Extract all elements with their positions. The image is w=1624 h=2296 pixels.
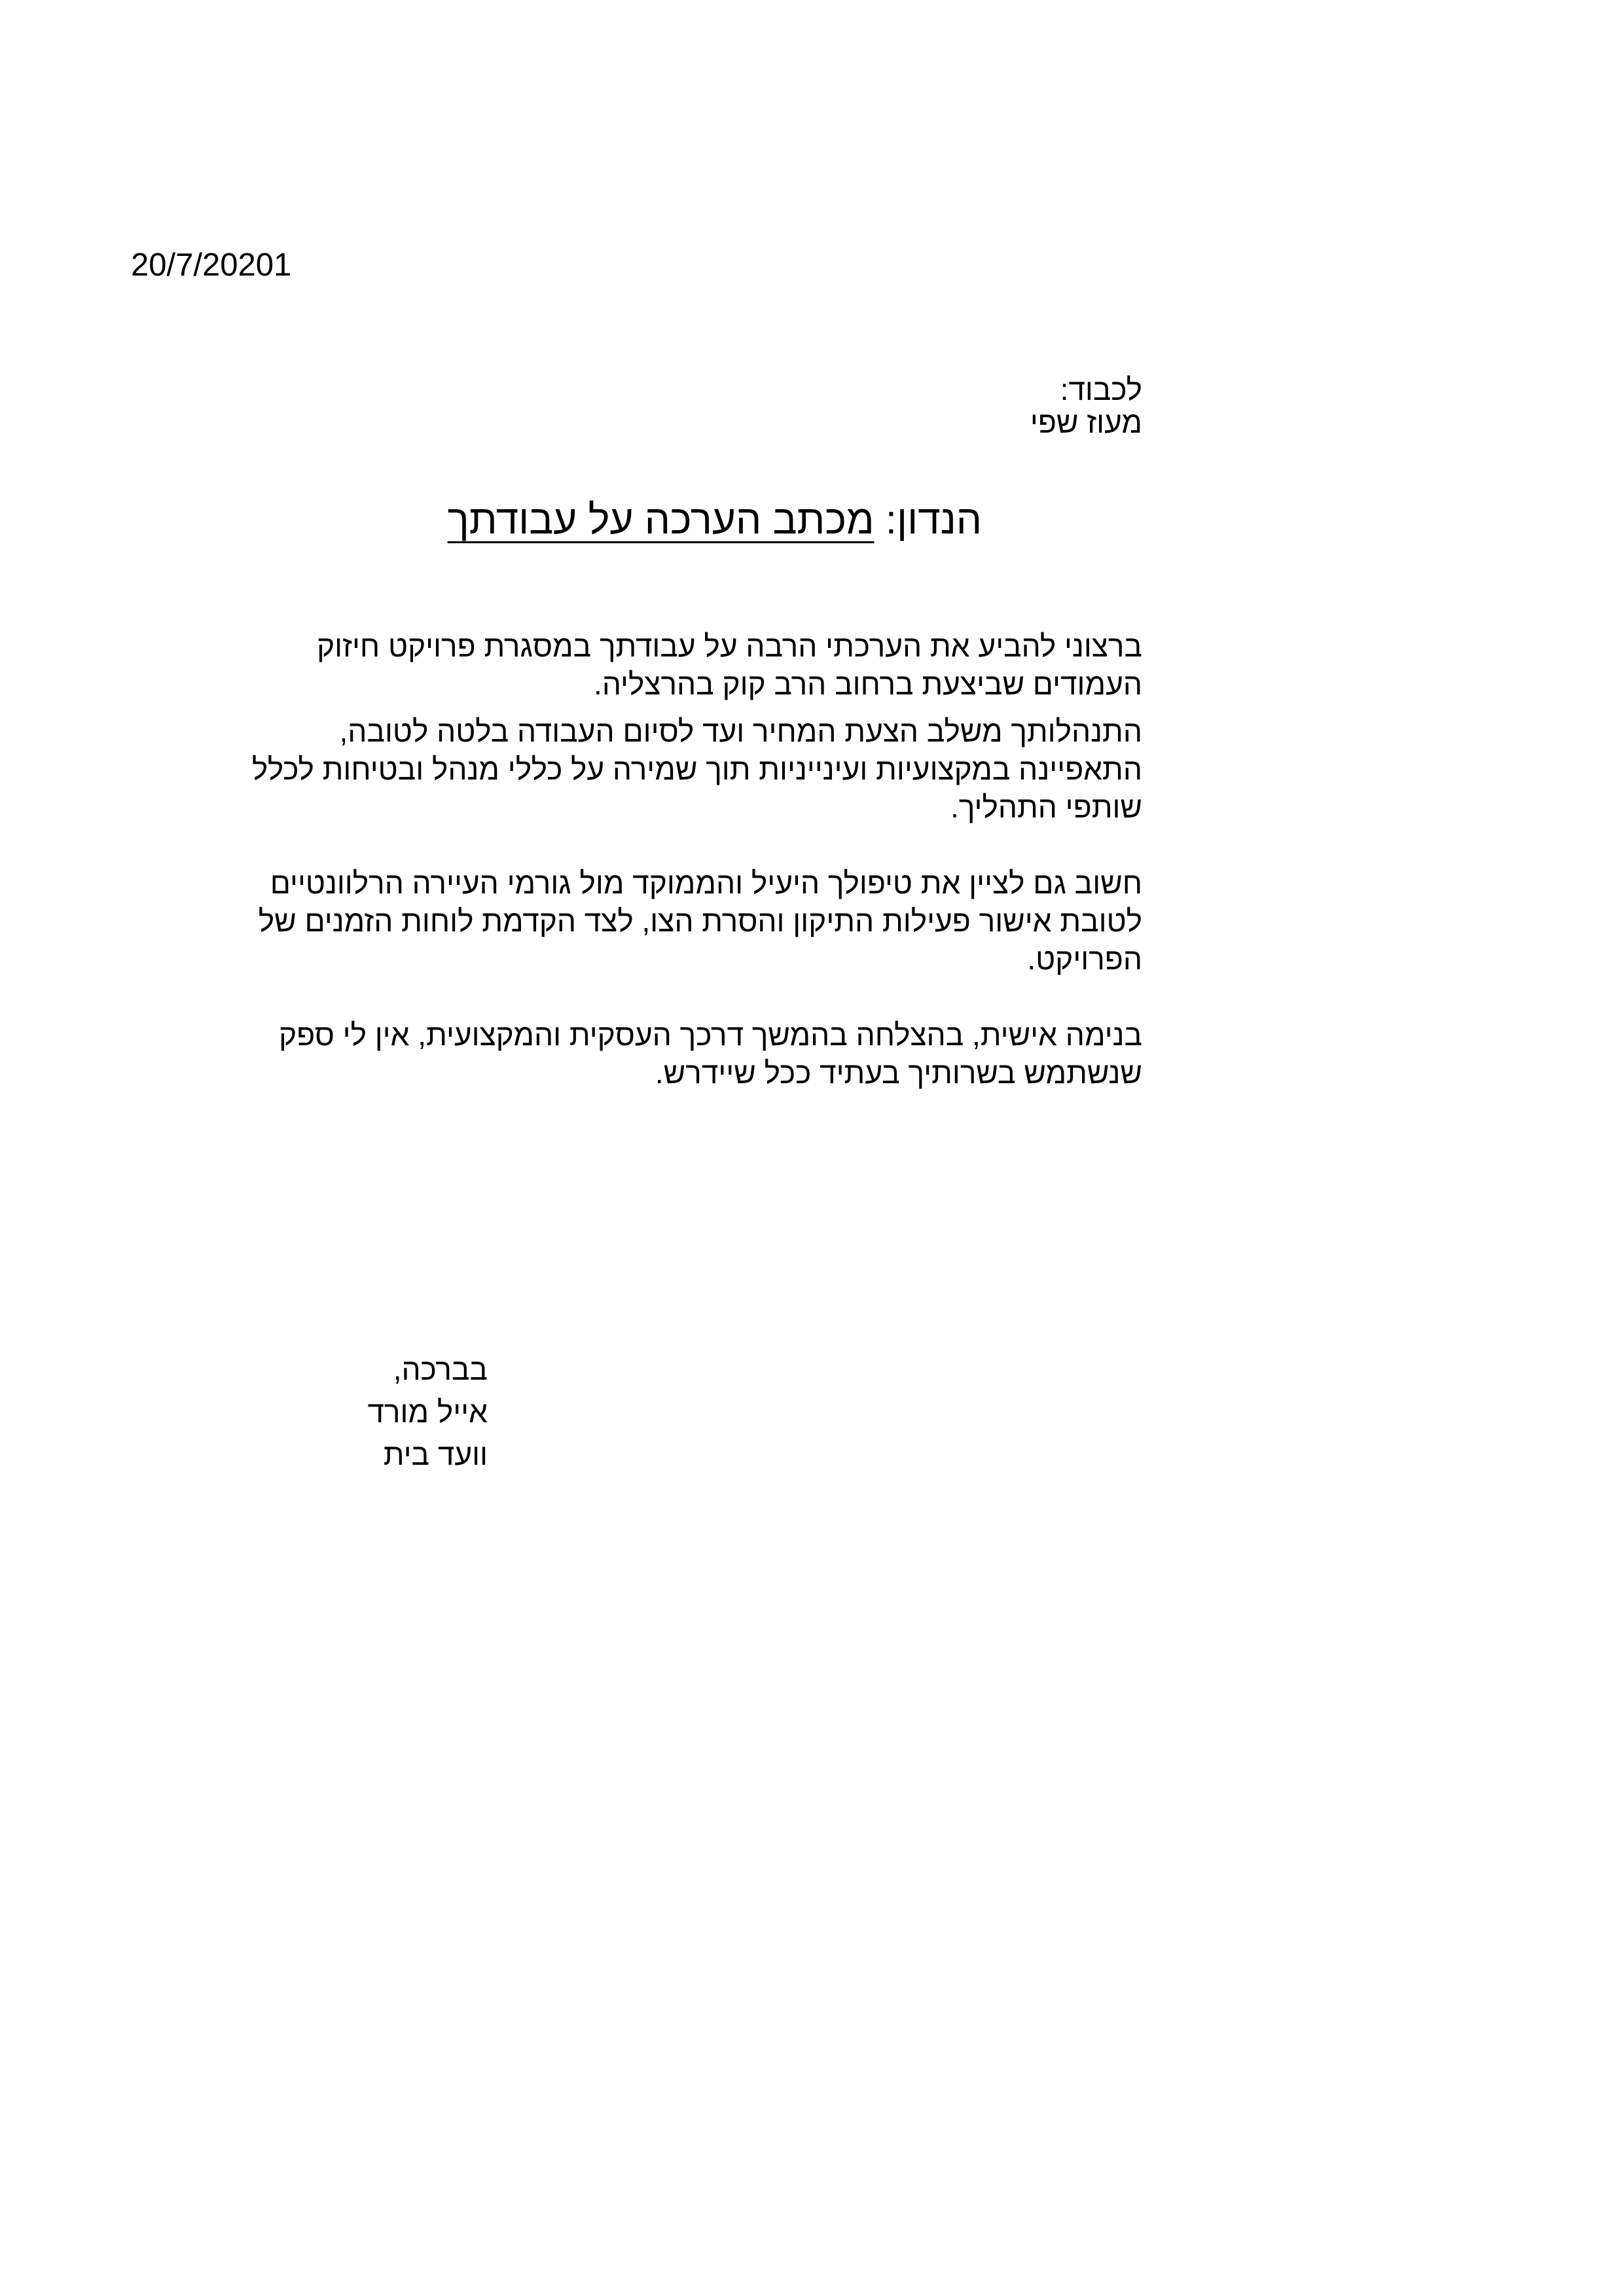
paragraph-line: חשוב גם לציין את טיפולך היעיל והממוקד מול גורמי העיירה הרלוונטיים bbox=[270, 866, 1142, 900]
paragraph-line: העמודים שביצעת ברחוב הרב קוק בהרצליה. bbox=[594, 667, 1142, 701]
signature-title: וועד בית bbox=[383, 1437, 488, 1471]
signature-block bbox=[262, 1348, 488, 1476]
paragraph-line: הפרויקט. bbox=[1027, 942, 1142, 976]
paragraph-1 bbox=[131, 627, 1142, 703]
paragraph-line: ברצוני להביע את הערכתי הרבה על עבודתך במסגרת פרויקט חיזוק bbox=[317, 629, 1142, 663]
paragraph-4 bbox=[131, 1016, 1142, 1092]
subject-text: מכתב הערכה על עבודתך bbox=[447, 497, 875, 543]
paragraph-line: התנהלותך משלב הצעת המחיר ועד לסיום העבודה בלטה לטובה, bbox=[339, 714, 1142, 748]
recipient-block bbox=[655, 373, 1142, 439]
paragraph-3 bbox=[131, 864, 1142, 978]
paragraph-line: שנשתמש בשרותיך בעתיד ככל שיידרש. bbox=[655, 1056, 1142, 1090]
paragraph-line: התאפיינה במקצועיות ועינייניות תוך שמירה על כללי מנהל ובטיחות לכלל bbox=[251, 752, 1142, 786]
paragraph-line: בנימה אישית, בהצלחה בהמשך דרכך העסקית והמקצועית, אין לי ספק bbox=[278, 1018, 1142, 1052]
letter-body bbox=[131, 627, 1142, 1092]
signature-name: אייל מורד bbox=[367, 1395, 488, 1429]
recipient-salutation: לכבוד: bbox=[1060, 372, 1142, 406]
letter-date: 20/7/20201 bbox=[131, 247, 292, 283]
paragraph-line: שותפי התהליך. bbox=[950, 790, 1142, 824]
signature-closing: בברכה, bbox=[393, 1352, 488, 1386]
subject-line bbox=[327, 494, 982, 547]
paragraph-2 bbox=[131, 712, 1142, 826]
subject-label: הנדון: bbox=[874, 497, 982, 543]
paragraph-line: לטובת אישור פעילות התיקון והסרת הצו, לצד הקדמת לוחות הזמנים של bbox=[258, 904, 1142, 938]
recipient-name: מעוז שפי bbox=[1030, 405, 1142, 439]
